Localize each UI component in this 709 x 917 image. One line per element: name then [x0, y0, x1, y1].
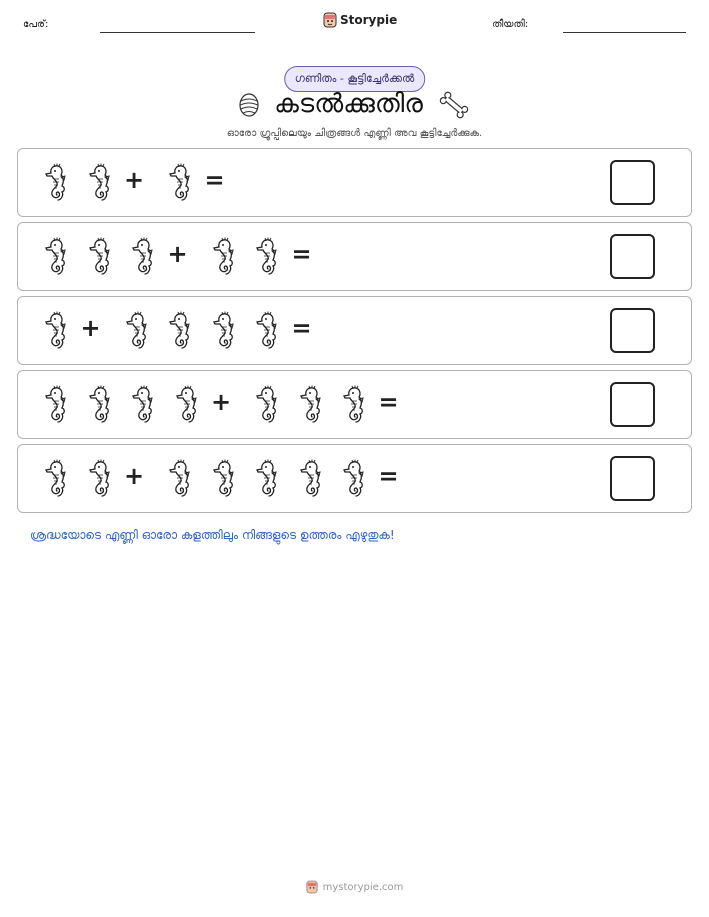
seahorse-icon [253, 459, 279, 499]
footer-site[interactable]: mystorypie.com [322, 881, 404, 893]
seahorse-icon [297, 459, 323, 499]
problem-row [17, 148, 692, 217]
bone-icon [437, 90, 471, 120]
equals-sign: = [378, 388, 399, 416]
plus-sign: + [167, 240, 188, 268]
seahorse-icon [173, 385, 199, 425]
seahorse-icon [166, 163, 192, 203]
brand-logo [323, 12, 397, 28]
equals-sign: = [291, 314, 312, 342]
date-line[interactable] [563, 32, 686, 33]
seahorse-icon [86, 459, 112, 499]
plus-sign: + [124, 166, 145, 194]
problem-row [17, 222, 692, 291]
seahorse-icon [166, 311, 192, 351]
footer-note: ശ്രദ്ധയോടെ എണ്ണി ഓരോ കളത്തിലും നിങ്ങളുടെ ഉത്തരം എഴുതുക! [30, 528, 395, 542]
answer-box[interactable] [610, 234, 655, 279]
storypie-mascot-icon [306, 880, 318, 894]
seahorse-icon [340, 385, 366, 425]
seahorse-icon [210, 237, 236, 277]
answer-box[interactable] [610, 308, 655, 353]
plus-sign: + [80, 314, 101, 342]
worksheet-title: കടൽക്കുതിര [274, 89, 423, 119]
equals-sign: = [204, 166, 225, 194]
seahorse-icon [253, 385, 279, 425]
seahorse-icon [297, 385, 323, 425]
seahorse-icon [123, 311, 149, 351]
name-label: പേര്: [23, 19, 49, 30]
plus-sign: + [124, 462, 145, 490]
seahorse-icon [253, 311, 279, 351]
answer-box[interactable] [610, 160, 655, 205]
instruction-text: ഓരോ ഗ്രൂപ്പിലെയും ചിത്രങ്ങൾ എണ്ണി അവ കൂട്ടിച്ചേർക്കുക. [226, 128, 483, 139]
title-row [0, 89, 709, 120]
seahorse-icon [210, 311, 236, 351]
problem-row [17, 296, 692, 365]
problem-row [17, 370, 692, 439]
seahorse-icon [42, 385, 68, 425]
seahorse-icon [210, 459, 236, 499]
brand-name: Storypie [340, 13, 398, 27]
equals-sign: = [378, 462, 399, 490]
seahorse-icon [253, 237, 279, 277]
date-label: തീയതി: [492, 19, 529, 30]
seahorse-icon [166, 459, 192, 499]
seahorse-icon [86, 237, 112, 277]
seahorse-icon [129, 237, 155, 277]
shell-icon [238, 91, 260, 119]
plus-sign: + [211, 388, 232, 416]
seahorse-icon [86, 385, 112, 425]
seahorse-icon [86, 163, 112, 203]
seahorse-icon [42, 311, 68, 351]
category-badge: ഗണിതം - കൂട്ടിച്ചേർക്കൽ [284, 66, 426, 92]
equals-sign: = [291, 240, 312, 268]
problem-row [17, 444, 692, 513]
seahorse-icon [42, 163, 68, 203]
name-line[interactable] [100, 32, 255, 33]
answer-box[interactable] [610, 382, 655, 427]
seahorse-icon [129, 385, 155, 425]
seahorse-icon [340, 459, 366, 499]
seahorse-icon [42, 459, 68, 499]
footer [0, 880, 709, 894]
answer-box[interactable] [610, 456, 655, 501]
storypie-mascot-icon [323, 12, 337, 28]
seahorse-icon [42, 237, 68, 277]
